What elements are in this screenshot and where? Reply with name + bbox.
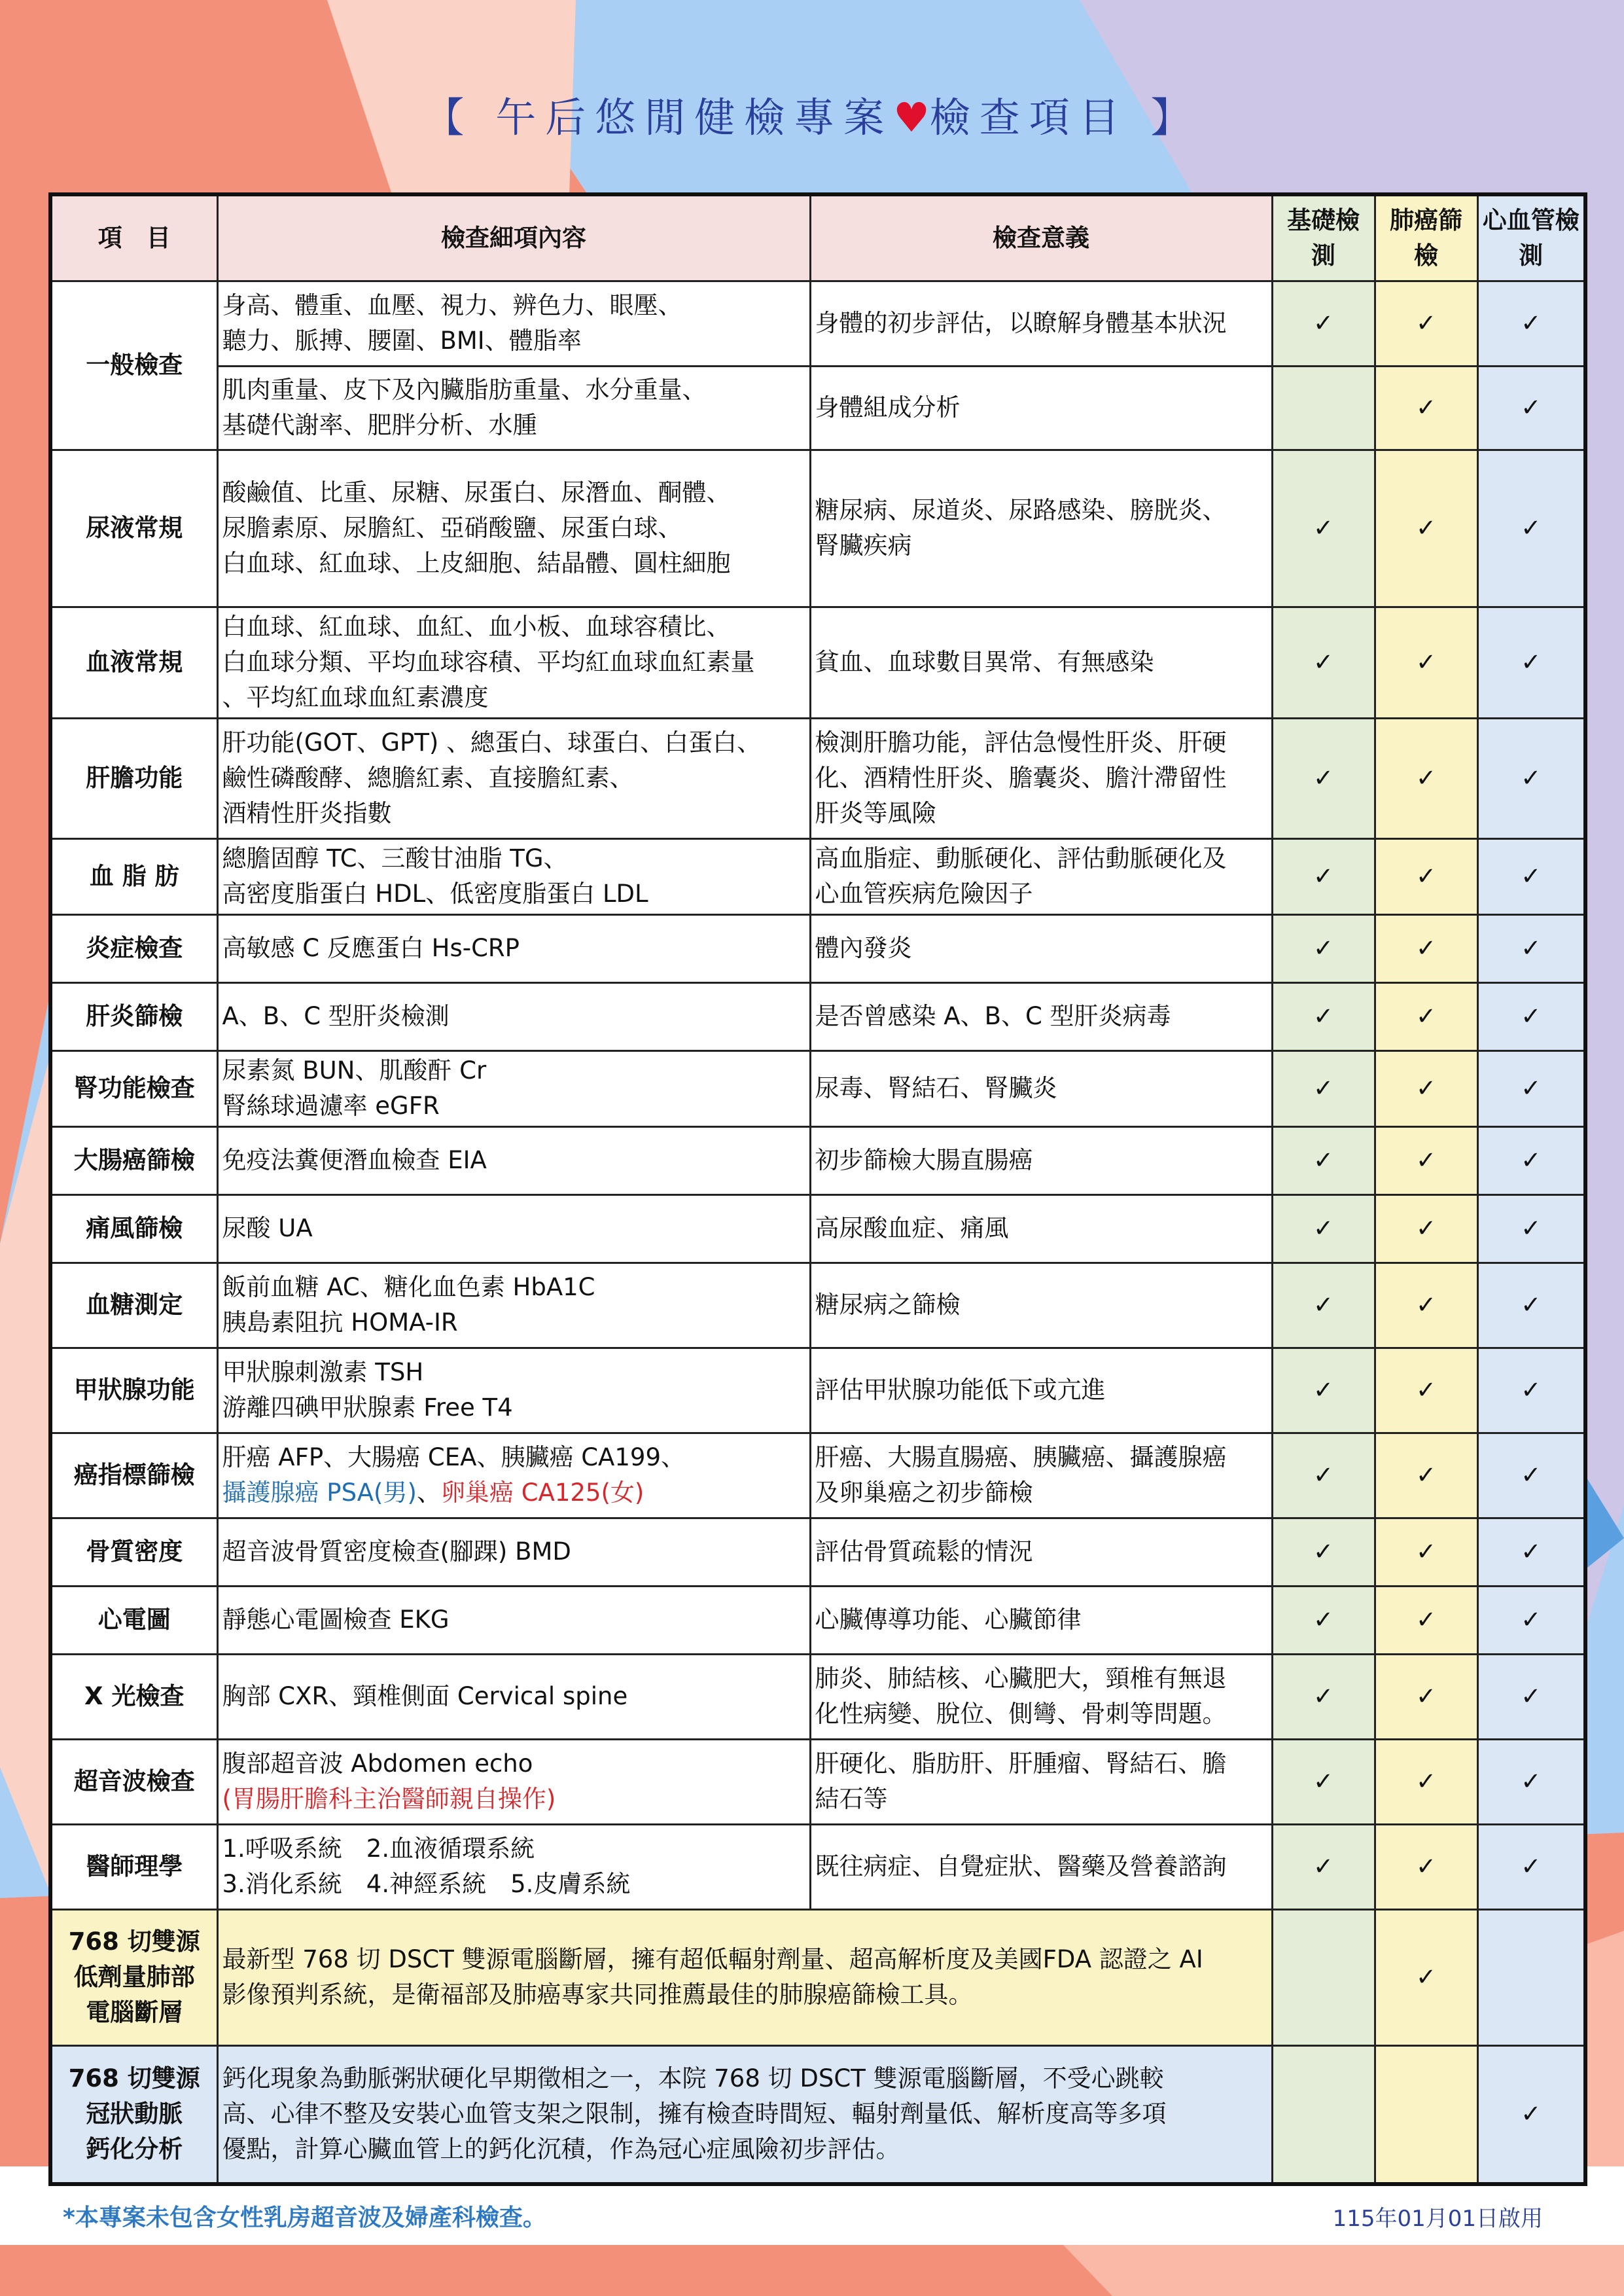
check-mark-3: ✓ [1477, 1824, 1585, 1909]
table-row [50, 838, 1585, 914]
table-row [50, 1263, 1585, 1348]
check-mark-1: ✓ [1272, 914, 1375, 982]
table-row [50, 366, 1585, 450]
row-details: 肝癌 AFP、大腸癌 CEA、胰臟癌 CA199、 攝護腺癌 PSA(男)、卵巢癌 CA125(女) [217, 1433, 810, 1518]
row-item-label: 血糖測定 [50, 1263, 217, 1348]
row-meaning: 肝癌、大腸直腸癌、胰臟癌、攝護腺癌 及卵巢癌之初步篩檢 [810, 1433, 1272, 1518]
check-mark-3: ✓ [1477, 1126, 1585, 1194]
row-details: 身高、體重、血壓、視力、辨色力、眼壓、 聽力、脈搏、腰圍、BMI、體脂率 [217, 281, 810, 366]
table-row [50, 1739, 1585, 1824]
header-meaning: 檢查意義 [810, 194, 1272, 281]
row-meaning: 身體的初步評估，以瞭解身體基本狀況 [810, 281, 1272, 366]
row-meaning: 肺炎、肺結核、心臟肥大，頸椎有無退 化性病變、脫位、側彎、骨刺等問題。 [810, 1654, 1272, 1739]
row-meaning: 身體組成分析 [810, 366, 1272, 450]
check-mark-3: ✓ [1477, 838, 1585, 914]
row-details: 胸部 CXR、頸椎側面 Cervical spine [217, 1654, 810, 1739]
row-meaning: 糖尿病、尿道炎、尿路感染、膀胱炎、 腎臟疾病 [810, 450, 1272, 607]
row-details: 超音波骨質密度檢查(腳踝) BMD [217, 1518, 810, 1586]
table-row [50, 450, 1585, 607]
check-mark-2: ✓ [1375, 607, 1477, 718]
row-item-label: 甲狀腺功能 [50, 1348, 217, 1433]
table-row [50, 1348, 1585, 1433]
check-mark-2: ✓ [1375, 1654, 1477, 1739]
table-row [50, 1586, 1585, 1654]
row-item-label: 痛風篩檢 [50, 1194, 217, 1263]
table-row [50, 982, 1585, 1050]
row-details: 肌肉重量、皮下及內臟脂肪重量、水分重量、 基礎代謝率、肥胖分析、水腫 [217, 366, 810, 450]
check-mark-2: ✓ [1375, 1586, 1477, 1654]
table-row [50, 1050, 1585, 1126]
row-item-label: 肝炎篩檢 [50, 982, 217, 1050]
row-meaning: 肝硬化、脂肪肝、肝腫瘤、腎結石、膽 結石等 [810, 1739, 1272, 1824]
row-meaning: 貧血、血球數目異常、有無感染 [810, 607, 1272, 718]
check-mark-1: ✓ [1272, 718, 1375, 838]
check-mark-2: ✓ [1375, 914, 1477, 982]
row-meaning: 高尿酸血症、痛風 [810, 1194, 1272, 1263]
table-row [50, 1654, 1585, 1739]
check-mark-2: ✓ [1375, 718, 1477, 838]
row-details: 腹部超音波 Abdomen echo (胃腸肝膽科主治醫師親自操作) [217, 1739, 810, 1824]
checkup-items-table [48, 192, 1587, 2186]
title-sub-text: 檢查項目 [929, 94, 1129, 141]
row-details: 總膽固醇 TC、三酸甘油脂 TG、 高密度脂蛋白 HDL、低密度脂蛋白 LDL [217, 838, 810, 914]
row-item-label: 768 切雙源 低劑量肺部 電腦斷層 [50, 1909, 217, 2045]
row-details: 肝功能(GOT、GPT) 、總蛋白、球蛋白、白蛋白、 鹼性磷酸酵、總膽紅素、直接膽紅素、 酒精性肝炎指數 [217, 718, 810, 838]
check-mark-3: ✓ [1477, 607, 1585, 718]
row-meaning: 既往病症、自覺症狀、醫藥及營養諮詢 [810, 1824, 1272, 1909]
row-item-label: 尿液常規 [50, 450, 217, 607]
red-note-text: (胃腸肝膽科主治醫師親自操作) [222, 1785, 556, 1813]
check-mark-2: ✓ [1375, 1518, 1477, 1586]
check-mark-3: ✓ [1477, 1518, 1585, 1586]
row-meaning: 高血脂症、動脈硬化、評估動脈硬化及 心血管疾病危險因子 [810, 838, 1272, 914]
check-mark-1: ✓ [1272, 450, 1375, 607]
check-mark-3: ✓ [1477, 1433, 1585, 1518]
check-mark-3: ✓ [1477, 2045, 1585, 2184]
check-mark-3: ✓ [1477, 1739, 1585, 1824]
check-mark-3: ✓ [1477, 1654, 1585, 1739]
row-meaning: 體內發炎 [810, 914, 1272, 982]
check-mark-2: ✓ [1375, 281, 1477, 366]
title-main-text: 午后悠閒健檢專案 [495, 94, 894, 141]
row-details: 白血球、紅血球、血紅、血小板、血球容積比、 白血球分類、平均血球容積、平均紅血球血紅素量 、平均紅血球血紅素濃度 [217, 607, 810, 718]
effective-date: 115年01月01日啟用 [1332, 2206, 1543, 2232]
check-mark-1: ✓ [1272, 1050, 1375, 1126]
header-details: 檢查細項內容 [217, 194, 810, 281]
check-mark-3: ✓ [1477, 1194, 1585, 1263]
check-mark-1: ✓ [1272, 1586, 1375, 1654]
check-mark-2: ✓ [1375, 450, 1477, 607]
check-mark-1: ✓ [1272, 1263, 1375, 1348]
row-meaning: 心臟傳導功能、心臟節律 [810, 1586, 1272, 1654]
row-item-label: 血 脂 肪 [50, 838, 217, 914]
row-item-label: 炎症檢查 [50, 914, 217, 982]
check-mark-2: ✓ [1375, 1824, 1477, 1909]
row-item-label: 骨質密度 [50, 1518, 217, 1586]
check-mark-2: ✓ [1375, 838, 1477, 914]
row-item-label: 血液常規 [50, 607, 217, 718]
check-mark-1 [1272, 366, 1375, 450]
check-mark-2: ✓ [1375, 1348, 1477, 1433]
check-mark-2: ✓ [1375, 1263, 1477, 1348]
row-details: 酸鹼值、比重、尿糖、尿蛋白、尿潛血、酮體、 尿膽素原、尿膽紅、亞硝酸鹽、尿蛋白球、 白血球、紅血球、上皮細胞、結晶體、圓柱細胞 [217, 450, 810, 607]
row-details: 甲狀腺刺激素 TSH 游離四碘甲狀腺素 Free T4 [217, 1348, 810, 1433]
check-mark-2: ✓ [1375, 1194, 1477, 1263]
row-details: 尿素氮 BUN、肌酸酐 Cr 腎絲球過濾率 eGFR [217, 1050, 810, 1126]
table-row [50, 1433, 1585, 1518]
table-row [50, 718, 1585, 838]
row-details: 尿酸 UA [217, 1194, 810, 1263]
check-mark-1 [1272, 1909, 1375, 2045]
check-mark-1: ✓ [1272, 607, 1375, 718]
header-basic: 基礎檢測 [1272, 194, 1375, 281]
footer-note: *本專案未包含女性乳房超音波及婦產科檢查。 [63, 2204, 546, 2231]
check-mark-1: ✓ [1272, 1654, 1375, 1739]
row-meaning: 評估甲狀腺功能低下或亢進 [810, 1348, 1272, 1433]
check-mark-3 [1477, 1909, 1585, 2045]
page-title [0, 85, 1624, 143]
table-row [50, 607, 1585, 718]
check-mark-3: ✓ [1477, 718, 1585, 838]
title-right-bracket: 】 [1150, 94, 1201, 141]
row-meaning: 初步篩檢大腸直腸癌 [810, 1126, 1272, 1194]
row-item-label: 肝膽功能 [50, 718, 217, 838]
heart-icon: ♥ [893, 94, 930, 141]
check-mark-2: ✓ [1375, 982, 1477, 1050]
table-row [50, 1909, 1585, 2045]
check-mark-2: ✓ [1375, 1126, 1477, 1194]
table-row [50, 1824, 1585, 1909]
check-mark-1: ✓ [1272, 1194, 1375, 1263]
check-mark-3: ✓ [1477, 982, 1585, 1050]
row-details: 高敏感 C 反應蛋白 Hs-CRP [217, 914, 810, 982]
title-left-bracket: 【 [423, 94, 474, 141]
check-mark-1 [1272, 2045, 1375, 2184]
row-details: 鈣化現象為動脈粥狀硬化早期徵相之一，本院 768 切 DSCT 雙源電腦斷層，不受心跳較 高、心律不整及安裝心血管支架之限制，擁有檢查時間短、輻射劑量低、解析度高等多項 優點，計算心臟血管上的鈣化沉積，作為冠心症風險初步評估。 [217, 2045, 1272, 2184]
check-mark-3: ✓ [1477, 1050, 1585, 1126]
check-mark-3: ✓ [1477, 914, 1585, 982]
check-mark-1: ✓ [1272, 1518, 1375, 1586]
check-mark-3: ✓ [1477, 281, 1585, 366]
header-item: 項 目 [50, 194, 217, 281]
row-details: 最新型 768 切 DSCT 雙源電腦斷層，擁有超低輻射劑量、超高解析度及美國FDA 認證之 AI 影像預判系統，是衛福部及肺癌專家共同推薦最佳的肺腺癌篩檢工具。 [217, 1909, 1272, 2045]
row-meaning: 是否曾感染 A、B、C 型肝炎病毒 [810, 982, 1272, 1050]
row-meaning: 尿毒、腎結石、腎臟炎 [810, 1050, 1272, 1126]
table-row [50, 914, 1585, 982]
row-item-label: 768 切雙源 冠狀動脈 鈣化分析 [50, 2045, 217, 2184]
table-row [50, 2045, 1585, 2184]
check-mark-3: ✓ [1477, 1263, 1585, 1348]
psa-text: 攝護腺癌 PSA(男) [222, 1479, 417, 1507]
check-mark-1: ✓ [1272, 982, 1375, 1050]
header-lung: 肺癌篩檢 [1375, 194, 1477, 281]
check-mark-2: ✓ [1375, 1433, 1477, 1518]
check-mark-2: ✓ [1375, 1909, 1477, 2045]
table-row [50, 1126, 1585, 1194]
check-mark-2: ✓ [1375, 1739, 1477, 1824]
check-mark-2: ✓ [1375, 1050, 1477, 1126]
row-item-label: 心電圖 [50, 1586, 217, 1654]
row-item-label: 大腸癌篩檢 [50, 1126, 217, 1194]
table-row [50, 1518, 1585, 1586]
red-note-text: 卵巢癌 CA125(女) [440, 1479, 644, 1507]
row-meaning: 檢測肝膽功能，評估急慢性肝炎、肝硬 化、酒精性肝炎、膽囊炎、膽汁滯留性 肝炎等風險 [810, 718, 1272, 838]
check-mark-1: ✓ [1272, 1126, 1375, 1194]
row-details: 靜態心電圖檢查 EKG [217, 1586, 810, 1654]
row-meaning: 糖尿病之篩檢 [810, 1263, 1272, 1348]
header-cardio: 心血管檢測 [1477, 194, 1585, 281]
row-item-label: X 光檢查 [50, 1654, 217, 1739]
check-mark-3: ✓ [1477, 1348, 1585, 1433]
check-mark-2: ✓ [1375, 366, 1477, 450]
table-row [50, 1194, 1585, 1263]
check-mark-1: ✓ [1272, 1739, 1375, 1824]
row-item-label: 腎功能檢查 [50, 1050, 217, 1126]
row-details: 1.呼吸系統 2.血液循環系統 3.消化系統 4.神經系統 5.皮膚系統 [217, 1824, 810, 1909]
check-mark-1: ✓ [1272, 1348, 1375, 1433]
check-mark-1: ✓ [1272, 1824, 1375, 1909]
check-mark-3: ✓ [1477, 450, 1585, 607]
check-mark-1: ✓ [1272, 281, 1375, 366]
check-mark-3: ✓ [1477, 1586, 1585, 1654]
check-mark-2 [1375, 2045, 1477, 2184]
row-item-label: 超音波檢查 [50, 1739, 217, 1824]
row-item-label: 癌指標篩檢 [50, 1433, 217, 1518]
table-header-row [50, 194, 1585, 281]
row-details: 飯前血糖 AC、糖化血色素 HbA1C 胰島素阻抗 HOMA-IR [217, 1263, 810, 1348]
row-details: A、B、C 型肝炎檢測 [217, 982, 810, 1050]
row-meaning: 評估骨質疏鬆的情況 [810, 1518, 1272, 1586]
row-item-label: 醫師理學 [50, 1824, 217, 1909]
check-mark-1: ✓ [1272, 1433, 1375, 1518]
row-details: 免疫法糞便潛血檢查 EIA [217, 1126, 810, 1194]
check-mark-3: ✓ [1477, 366, 1585, 450]
table-row [50, 281, 1585, 366]
row-item-label: 一般檢查 [50, 281, 217, 450]
check-mark-1: ✓ [1272, 838, 1375, 914]
